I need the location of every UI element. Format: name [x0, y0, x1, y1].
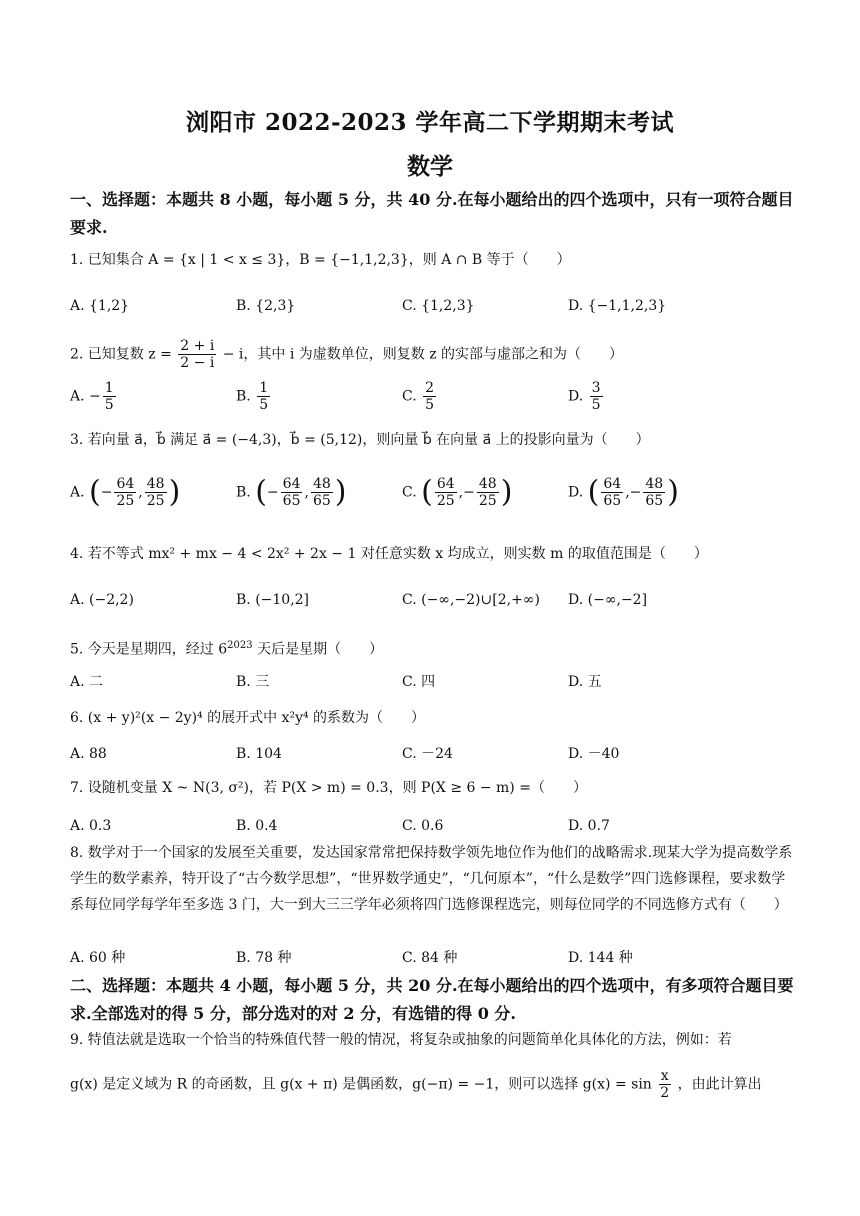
- subject-title: 数学: [407, 153, 453, 180]
- option-fraction: [601, 476, 623, 509]
- question-8-option-c: C. 84 种: [402, 950, 458, 966]
- fraction-numerator: x: [660, 1068, 669, 1084]
- option-sign: −: [463, 484, 475, 501]
- option-label: A.: [70, 388, 85, 405]
- option-fraction: [257, 380, 270, 413]
- fraction-denominator: 5: [259, 397, 269, 413]
- question-6-option-a: A. 88: [70, 746, 107, 762]
- question-3-option-d: D. ( $\frac{64}{65}$ ,− $\frac{48}{65}$ ): [568, 474, 679, 510]
- right-paren: ): [667, 474, 679, 510]
- question-5-stem: [70, 636, 796, 660]
- fraction-numerator: 64: [603, 476, 622, 492]
- question-3-option-c: C. ( $\frac{64}{25}$ ,− $\frac{48}{25}$ ): [402, 474, 513, 510]
- question-5-stem-pre: 5. 今天是星期四，经过 6: [70, 641, 228, 658]
- option-fraction: [311, 476, 333, 509]
- fraction-denominator: 65: [603, 493, 622, 509]
- fraction-numerator: 64: [282, 476, 301, 492]
- fraction-denominator: 65: [282, 493, 301, 509]
- fraction-numerator: 3: [591, 380, 601, 396]
- fraction-numerator: 48: [312, 476, 331, 492]
- question-2-option-d: [568, 380, 605, 413]
- section-2-heading: 二、选择题：本题共 4 小题，每小题 5 分，共 20 分.在每小题给出的四个选项中，有多项符合题目要求.全部选对的得 5 分，部分选对的对 2 分，有选错的得 0 分.: [70, 976, 794, 1023]
- question-8-option-a: A. 60 种: [70, 950, 126, 966]
- fraction-denominator: 2 − i: [180, 355, 215, 371]
- question-1-option-c: C. {1,2,3}: [402, 298, 475, 314]
- option-sign: −: [629, 484, 642, 501]
- question-4-stem: 4. 若不等式 mx² + mx − 4 < 2x² + 2x − 1 对任意实数 x 均成立，则实数 m 的取值范围是（ ）: [70, 546, 708, 562]
- question-4-option-c: C. (−∞,−2)∪[2,+∞): [402, 592, 540, 608]
- fraction-denominator: 65: [645, 493, 664, 509]
- question-2-option-c: [402, 380, 438, 413]
- question-7-option-d: D. 0.7: [568, 818, 610, 834]
- question-5-option-c: C. 四: [402, 674, 436, 690]
- option-label: D.: [568, 484, 584, 501]
- option-label: B.: [236, 484, 251, 501]
- question-5-exponent: 2023: [227, 640, 253, 651]
- fraction-numerator: 2 + i: [180, 338, 215, 354]
- question-2-stem: [70, 338, 796, 371]
- fraction-numerator: 48: [146, 476, 165, 492]
- question-7-option-b: B. 0.4: [236, 818, 278, 834]
- question-2-stem-pre: 2. 已知复数 z =: [70, 346, 172, 363]
- question-5-option-d: D. 五: [568, 674, 602, 690]
- question-2-option-b: [236, 380, 272, 413]
- question-6-option-c: C. －24: [402, 746, 453, 762]
- fraction-numerator: 1: [259, 380, 269, 396]
- right-paren: ): [500, 474, 513, 510]
- option-fraction: [114, 476, 136, 509]
- question-1-option-d: D. {−1,1,2,3}: [568, 298, 667, 314]
- option-fraction: [477, 476, 499, 509]
- option-fraction: [435, 476, 457, 509]
- option-label: A.: [70, 484, 85, 501]
- option-sign: −: [100, 484, 113, 501]
- question-3-stem: 3. 若向量 a⃗，b⃗ 满足 a⃗ = (−4,3)，b⃗ = (5,12)，则向量 b⃗ 在向量 a⃗ 上的投影向量为（ ）: [70, 432, 650, 448]
- option-fraction: [423, 380, 436, 413]
- left-paren: (: [587, 474, 600, 510]
- question-3-option-a: A. (− $\frac{64}{25}$ , $\frac{48}{25}$ ): [70, 474, 181, 510]
- fraction-numerator: 2: [425, 380, 435, 396]
- option-fraction: [590, 380, 603, 413]
- question-4-option-a: A. (−2,2): [70, 592, 134, 608]
- fraction-denominator: 25: [146, 493, 165, 509]
- left-paren: (: [421, 474, 433, 510]
- right-paren: ): [168, 474, 181, 510]
- question-4-option-d: D. (−∞,−2]: [568, 592, 648, 608]
- question-6-option-b: B. 104: [236, 746, 282, 762]
- question-1-option-a: A. {1,2}: [70, 298, 130, 314]
- fraction-denominator: 25: [436, 493, 455, 509]
- fraction-denominator: 5: [425, 397, 435, 413]
- question-9-line-1: 9. 特值法就是选取一个恰当的特殊值代替一般的情况，将复杂或抽象的问题简单化具体化的方法，例如：若: [70, 1032, 732, 1048]
- fraction-denominator: 2: [660, 1085, 670, 1101]
- left-paren: (: [255, 474, 267, 510]
- question-9-line-2: [70, 1068, 796, 1101]
- fraction-denominator: 25: [478, 493, 497, 509]
- option-sign: −: [266, 484, 279, 501]
- question-6-stem: 6. (x + y)²(x − 2y)⁴ 的展开式中 x²y⁴ 的系数为（ ）: [70, 710, 426, 726]
- question-8-option-b: B. 78 种: [236, 950, 292, 966]
- question-8-stem: 8. 数学对于一个国家的发展至关重要，发达国家常常把保持数学领先地位作为他们的战略需求.现某大学为提高数学系学生的数学素养，特开设了“古今数学思想”，“世界数学通史”，“几何原本”，“什么是数学”四门选修课程，要求数学系每位同学每学年至多选 3 门，大一到大三三学年必须将四门选修课程选完，则每位同学的不同选修方式有（ ）: [70, 845, 793, 913]
- question-7-option-c: C. 0.6: [402, 818, 444, 834]
- option-fraction: [643, 476, 665, 509]
- fraction-numerator: 48: [645, 476, 664, 492]
- section-1-heading: 一、选择题：本题共 8 小题，每小题 5 分，共 40 分.在每小题给出的四个选项中，只有一项符合题目要求.: [70, 190, 794, 237]
- fraction-denominator: 65: [312, 493, 331, 509]
- question-2-option-a: [70, 380, 118, 413]
- option-sign: −: [89, 388, 101, 405]
- option-fraction: [145, 476, 167, 509]
- question-2-fraction: [178, 338, 216, 371]
- question-6-option-d: D. －40: [568, 746, 620, 762]
- fraction-numerator: 64: [116, 476, 135, 492]
- left-paren: (: [89, 474, 101, 510]
- fraction-numerator: 1: [104, 380, 114, 396]
- question-9-fraction: [658, 1068, 671, 1101]
- fraction-denominator: 5: [591, 397, 601, 413]
- question-9-line-2-pre: g(x) 是定义域为 R 的奇函数，且 g(x + π) 是偶函数，g(−π) = −1，则可以选择 g(x) = sin: [70, 1076, 652, 1093]
- option-label: C.: [402, 388, 417, 405]
- fraction-denominator: 25: [116, 493, 135, 509]
- question-5-option-b: B. 三: [236, 674, 270, 690]
- right-paren: ): [334, 474, 347, 510]
- question-5-option-a: A. 二: [70, 674, 104, 690]
- question-7-stem: 7. 设随机变量 X ~ N(3, σ²)，若 P(X > m) = 0.3，则 P(X ≥ 6 − m) =（ ）: [70, 780, 587, 796]
- question-1-option-b: B. {2,3}: [236, 298, 296, 314]
- question-8-option-d: D. 144 种: [568, 950, 633, 966]
- option-label: D.: [568, 388, 584, 405]
- question-3-option-b: B. (− $\frac{64}{65}$ , $\frac{48}{65}$ ): [236, 474, 347, 510]
- option-label: C.: [402, 484, 417, 501]
- question-7-option-a: A. 0.3: [70, 818, 112, 834]
- fraction-numerator: 48: [478, 476, 497, 492]
- fraction-numerator: 64: [436, 476, 455, 492]
- question-2-stem-post: − i，其中 i 为虚数单位，则复数 z 的实部与虚部之和为（ ）: [222, 346, 624, 363]
- exam-title: 浏阳市 2022-2023 学年高二下学期期末考试: [185, 109, 675, 136]
- option-fraction: [281, 476, 303, 509]
- question-9-line-2-post: ，由此计算出: [677, 1076, 762, 1093]
- fraction-denominator: 5: [104, 397, 114, 413]
- question-4-option-b: B. (−10,2]: [236, 592, 310, 608]
- option-fraction: [103, 380, 116, 413]
- question-1-stem: 1. 已知集合 A = {x | 1 < x ≤ 3}，B = {−1,1,2,3}，则 A ∩ B 等于（ ）: [70, 252, 571, 268]
- option-label: B.: [236, 388, 251, 405]
- question-5-stem-post: 天后是星期（ ）: [252, 641, 384, 658]
